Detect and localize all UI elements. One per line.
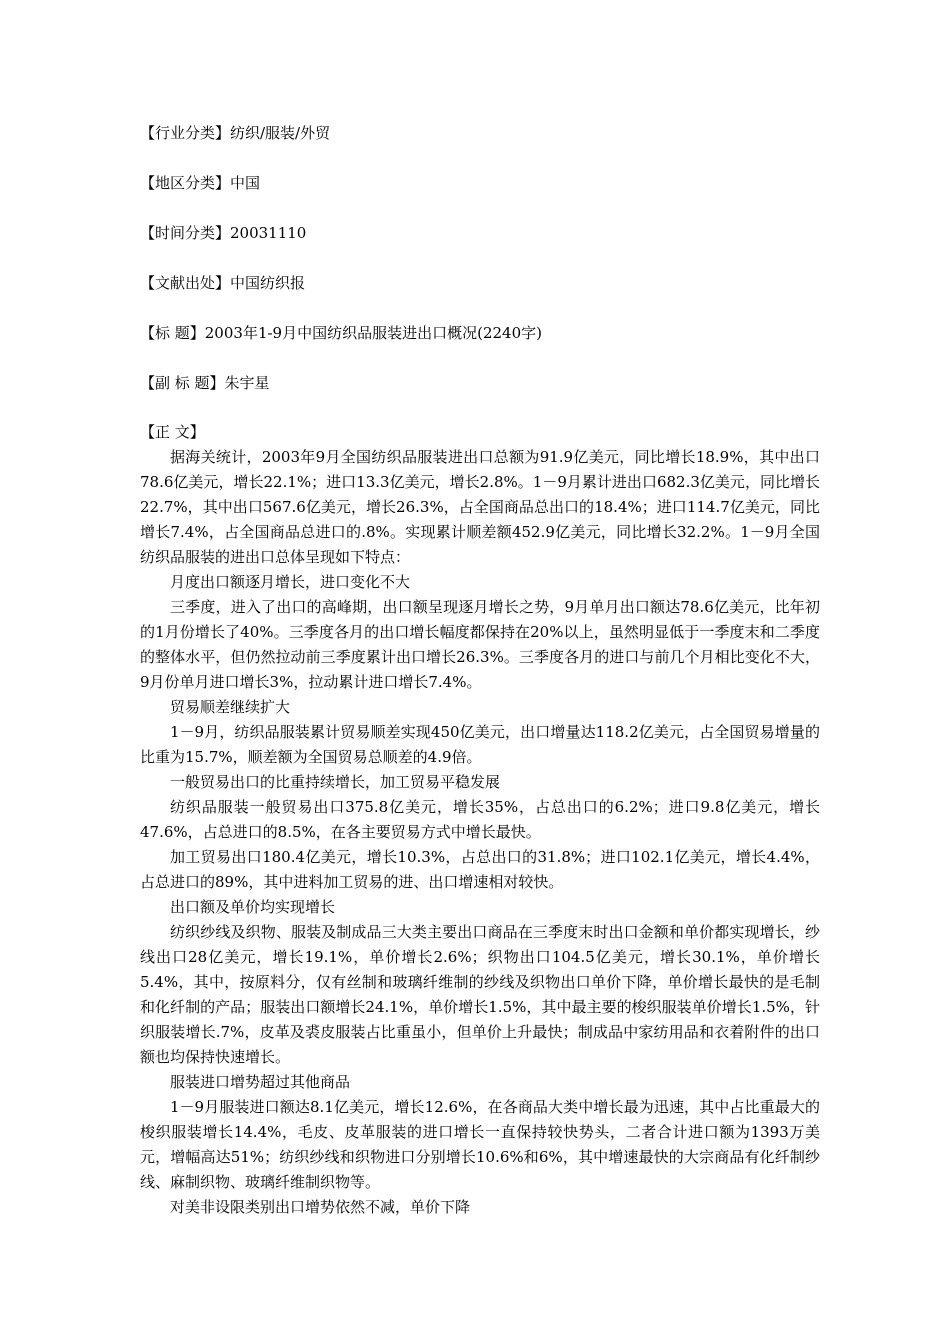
paragraph: 纺织品服装一般贸易出口375.8亿美元，增长35%，占总出口的6.2%；进口9.8亿美元，增长47.6%，占总进口的8.5%，在各主要贸易方式中增长最快。 — [140, 798, 820, 841]
paragraph: 1－9月，纺织品服装累计贸易顺差实现450亿美元，出口增量达118.2亿美元，占全国贸易增量的比重为15.7%，顺差额为全国贸易总顺差的4.9倍。 — [140, 723, 820, 766]
body-label: 【正 文】 — [140, 423, 205, 441]
section-heading: 对美非设限类别出口增势依然不减，单价下降 — [170, 1198, 471, 1216]
region-category: 【地区分类】中国 — [140, 174, 261, 192]
paragraph: 据海关统计，2003年9月全国纺织品服装进出口总额为91.9亿美元，同比增长18.9%，其中出口78.6亿美元，增长22.1%；进口13.3亿美元，增长2.8%。1－9月累计进出口682.3亿美元，同比增长22.7%，其中出口567.6亿美元，增长26.3%，占全国商品总出口的18.4%；进口114.7亿美元，同比增长7.4%，占全国商品总进口的.8%。实现累计顺差额452.9亿美元，同比增长32.2%。1－9月全国纺织品服装的进出口总体呈现如下特点： — [140, 448, 820, 566]
industry-category: 【行业分类】纺织/服装/外贸 — [140, 124, 331, 142]
section-heading: 贸易顺差继续扩大 — [170, 698, 291, 716]
section-heading: 一般贸易出口的比重持续增长，加工贸易平稳发展 — [170, 773, 501, 791]
paragraph: 加工贸易出口180.4亿美元，增长10.3%，占总出口的31.8%；进口102.1亿美元，增长4.4%，占总进口的89%，其中进料加工贸易的进、出口增速相对较快。 — [140, 848, 820, 891]
paragraph: 三季度，进入了出口的高峰期，出口额呈现逐月增长之势，9月单月出口额达78.6亿美元，比年初的1月份增长了40%。三季度各月的出口增长幅度都保持在20%以上，虽然明显低于一季度末和二季度的整体水平，但仍然拉动前三季度累计出口增长26.3%。三季度各月的进口与前几个月相比变化不大，9月份单月进口增长3%，拉动累计进口增长7.4%。 — [140, 598, 820, 691]
section-heading: 服装进口增势超过其他商品 — [170, 1073, 351, 1091]
document-page — [140, 120, 820, 1220]
section-heading: 出口额及单价均实现增长 — [170, 898, 336, 916]
body-text — [140, 445, 820, 1220]
paragraph: 1－9月服装进口额达8.1亿美元，增长12.6%，在各商品大类中增长最为迅速，其中占比重最大的梭织服装增长14.4%，毛皮、皮革服装的进口增长一直保持较快势头，二者合计进口额为1393万美元，增幅高达51%；纺织纱线和织物进口分别增长10.6%和6%，其中增速最快的大宗商品有化纤制纱线、麻制织物、玻璃纤维制织物等。 — [140, 1098, 820, 1191]
document-source: 【文献出处】中国纺织报 — [140, 274, 306, 292]
paragraph: 纺织纱线及织物、服装及制成品三大类主要出口商品在三季度末时出口金额和单价都实现增长，纱线出口28亿美元，增长19.1%，单价增长2.6%；织物出口104.5亿美元，增长30.1%，单价增长5.4%，其中，按原料分，仅有丝制和玻璃纤维制的纱线及织物出口单价下降，单价增长最快的是毛制和化纤制的产品；服装出口额增长24.1%，单价增长1.5%，其中最主要的梭织服装单价增长1.5%，针织服装增长.7%，皮革及裘皮服装占比重虽小，但单价上升最快；制成品中家纺用品和衣着附件的出口额也均保持快速增长。 — [140, 923, 820, 1066]
document-title: 【标 题】2003年1-9月中国纺织品服装进出口概况(2240字) — [140, 324, 542, 342]
document-subtitle: 【副 标 题】朱宇星 — [140, 374, 270, 392]
time-category: 【时间分类】20031110 — [140, 224, 307, 242]
section-heading: 月度出口额逐月增长，进口变化不大 — [170, 573, 411, 591]
